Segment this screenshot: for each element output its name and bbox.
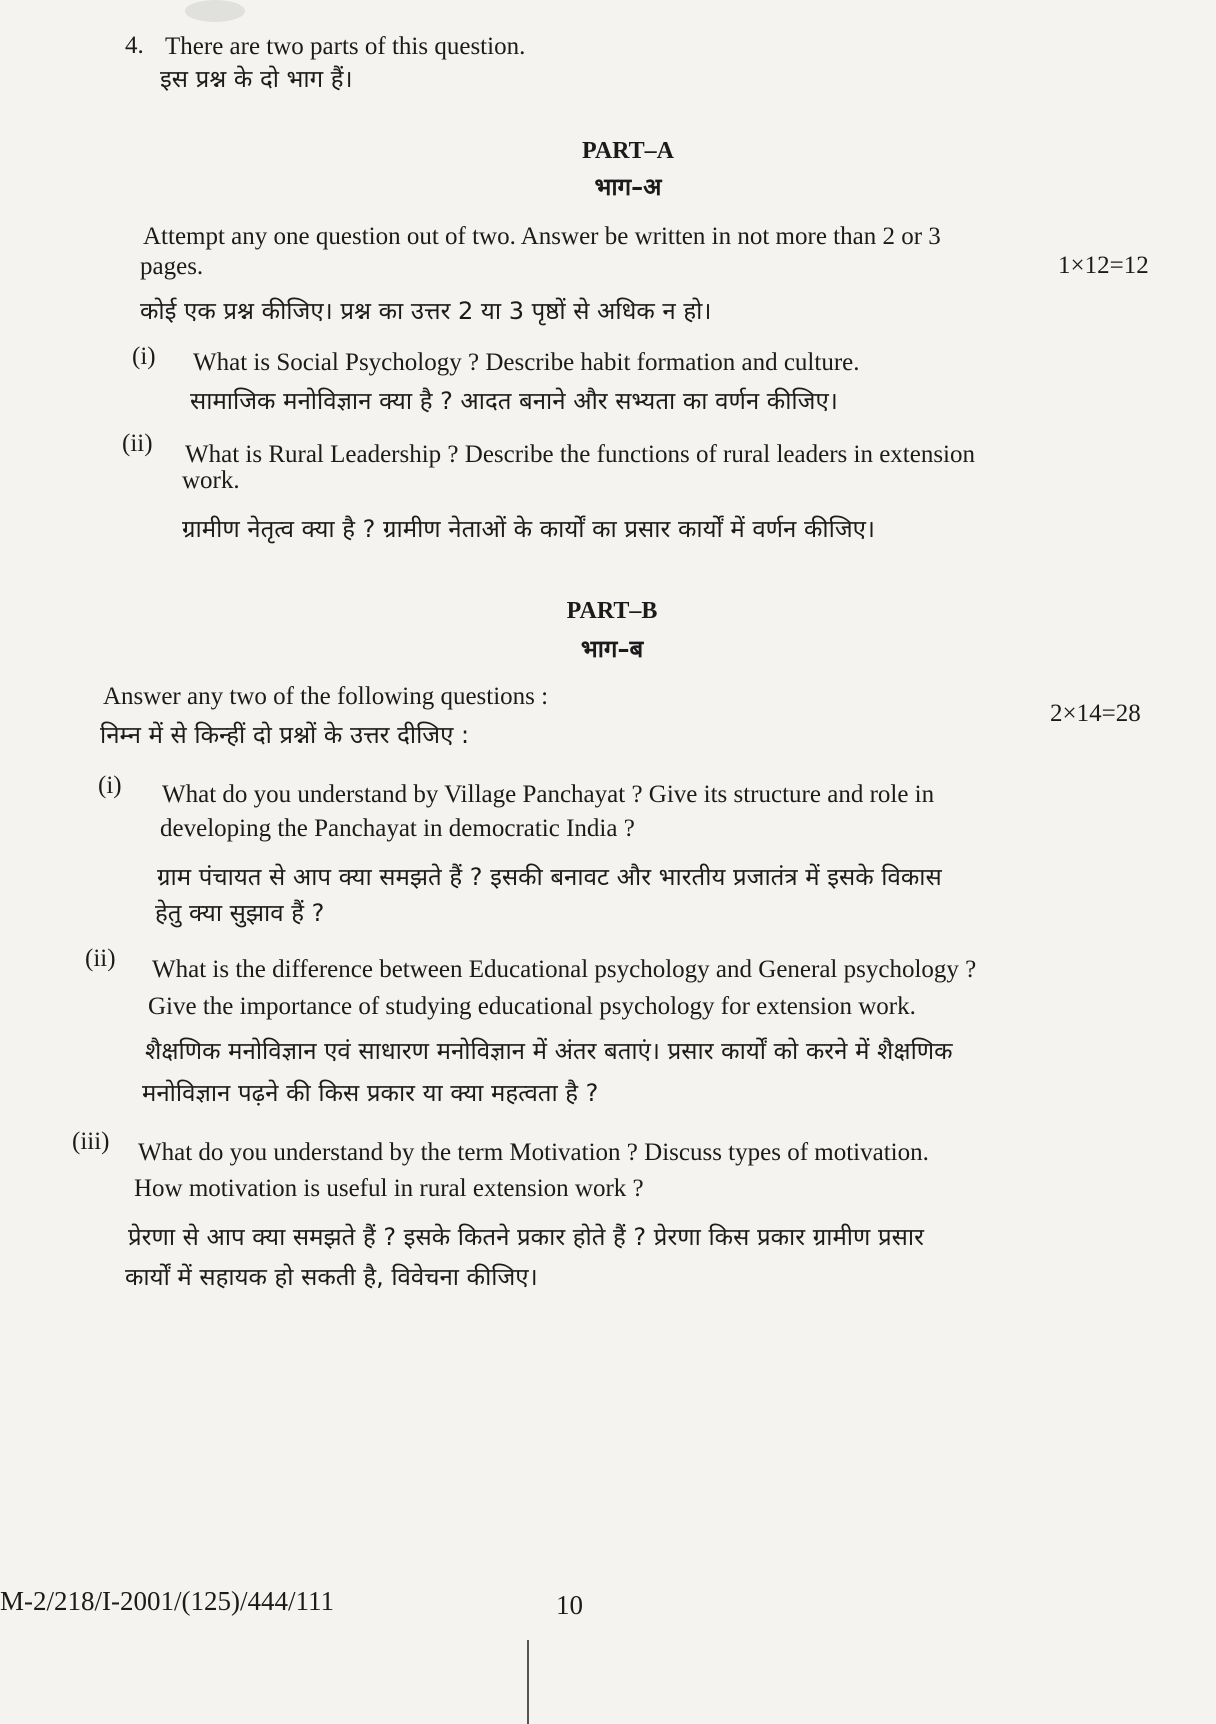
part-a-q1-text-hindi: सामाजिक मनोविज्ञान क्या है ? आदत बनाने और सभ्यता का वर्णन कीजिए। bbox=[190, 387, 838, 415]
part-a-marks: 1×12=12 bbox=[1058, 252, 1149, 279]
part-a-q2-number: (ii) bbox=[122, 430, 153, 457]
part-a-q2-text-hindi: ग्रामीण नेतृत्व क्या है ? ग्रामीण नेताओं के कार्यों का प्रसार कार्यों में वर्णन कीजिए। bbox=[182, 515, 876, 543]
scan-smudge bbox=[185, 0, 245, 22]
part-b-q3-text-hindi-line2: कार्यों में सहायक हो सकती है, विवेचना कीजिए। bbox=[125, 1263, 538, 1291]
part-b-q2-number: (ii) bbox=[85, 945, 116, 972]
part-b-marks: 2×14=28 bbox=[1050, 700, 1141, 727]
part-a-instruction-line1: Attempt any one question out of two. Answer be written in not more than 2 or 3 bbox=[143, 223, 941, 250]
part-a-title-hindi: भाग–अ bbox=[594, 173, 662, 201]
instruction-text-hindi: इस प्रश्न के दो भाग हैं। bbox=[160, 65, 353, 93]
part-b-q2-text-hindi-line2: मनोविज्ञान पढ़ने की किस प्रकार या क्या महत्वता है ? bbox=[142, 1079, 599, 1107]
part-a-q2-text-line2: work. bbox=[182, 467, 240, 494]
part-b-q2-text-hindi-line1: शैक्षणिक मनोविज्ञान एवं साधारण मनोविज्ञान में अंतर बताएं। प्रसार कार्यों को करने में शैक्षणिक bbox=[145, 1037, 953, 1065]
part-b-instruction: Answer any two of the following questions : bbox=[103, 683, 549, 710]
part-b-q3-text-hindi-line1: प्रेरणा से आप क्या समझते हैं ? इसके कितने प्रकार होते हैं ? प्रेरणा किस प्रकार ग्रामीण प्रसार bbox=[128, 1223, 924, 1251]
part-a-title: PART–A bbox=[581, 138, 675, 164]
part-b-q1-text-hindi-line1: ग्राम पंचायत से आप क्या समझते हैं ? इसकी बनावट और भारतीय प्रजातंत्र में इसके विकास bbox=[157, 863, 942, 891]
part-b-q2-text-line2: Give the importance of studying educational psychology for extension work. bbox=[148, 993, 916, 1020]
paper-code: M-2/218/I-2001/(125)/444/111 bbox=[0, 1586, 334, 1616]
part-a-q2-text-line1: What is Rural Leadership ? Describe the functions of rural leaders in extension bbox=[185, 441, 976, 468]
part-b-q2-text-line1: What is the difference between Educational psychology and General psychology ? bbox=[152, 956, 977, 983]
part-b-q3-number: (iii) bbox=[72, 1128, 110, 1155]
part-b-q1-text-hindi-line2: हेतु क्या सुझाव हैं ? bbox=[155, 899, 325, 927]
part-b-q3-text-line1: What do you understand by the term Motivation ? Discuss types of motivation. bbox=[138, 1139, 929, 1166]
part-b-q3-text-line2: How motivation is useful in rural extension work ? bbox=[134, 1175, 644, 1202]
part-b-q1-text-line2: developing the Panchayat in democratic India ? bbox=[160, 815, 635, 842]
part-b-q1-text-line1: What do you understand by Village Panchayat ? Give its structure and role in bbox=[162, 781, 935, 808]
scan-edge-mark bbox=[527, 1640, 529, 1724]
part-b-title: PART–B bbox=[566, 598, 658, 624]
part-b-instruction-hindi: निम्न में से किन्हीं दो प्रश्नों के उत्तर दीजिए : bbox=[100, 721, 470, 749]
part-b-q1-number: (i) bbox=[98, 772, 122, 799]
part-a-q1-number: (i) bbox=[132, 343, 156, 370]
part-a-q1-text: What is Social Psychology ? Describe habit formation and culture. bbox=[193, 349, 860, 376]
part-a-instruction-hindi: कोई एक प्रश्न कीजिए। प्रश्न का उत्तर 2 या 3 पृष्ठों से अधिक न हो। bbox=[140, 297, 712, 325]
instruction-number: 4. bbox=[125, 32, 144, 59]
instruction-text: There are two parts of this question. bbox=[165, 33, 526, 60]
part-a-instruction-line2: pages. bbox=[140, 253, 204, 280]
page-number: 10 bbox=[556, 1590, 583, 1620]
part-b-title-hindi: भाग–ब bbox=[580, 635, 644, 663]
